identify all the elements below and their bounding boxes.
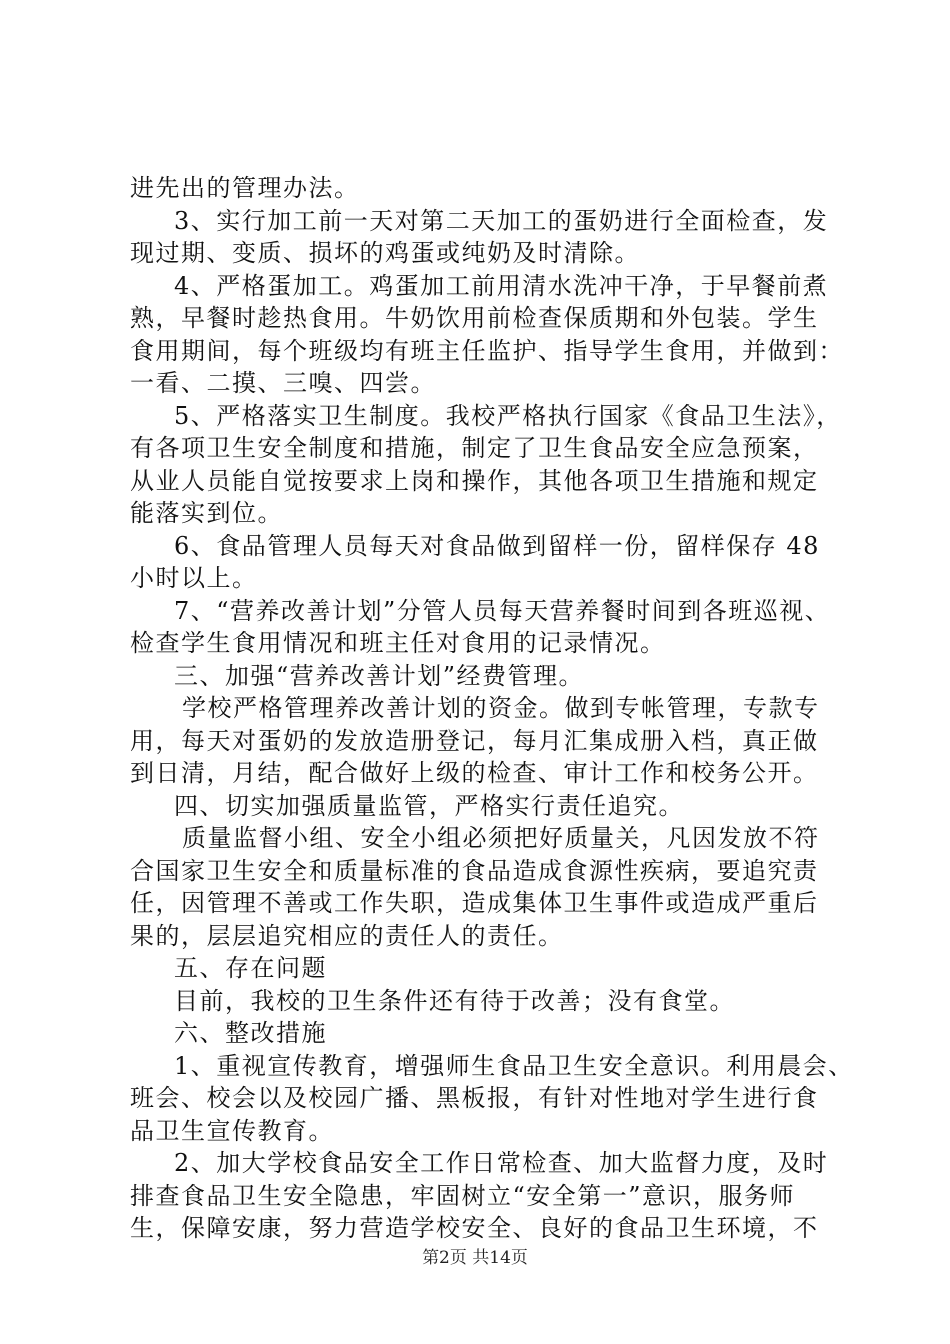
text-line: 三、加强“营养改善计划”经费管理。 bbox=[174, 661, 585, 690]
text-line: 合国家卫生安全和质量标准的食品造成食源性疾病，要追究责 bbox=[130, 856, 819, 885]
text-line: 目前，我校的卫生条件还有待于改善；没有食堂。 bbox=[174, 986, 735, 1015]
text-line: 熟，早餐时趁热食用。牛奶饮用前检查保质期和外包装。学生 bbox=[130, 304, 819, 332]
text-line: 用，每天对蛋奶的发放造册登记，每月汇集成册入档，真正做 bbox=[130, 726, 819, 755]
text-line: 4、严格蛋加工。鸡蛋加工前用清水洗冲干净，于早餐前煮 bbox=[174, 271, 829, 300]
text-line: 进先出的管理办法。 bbox=[130, 174, 360, 202]
text-line: 质量监督小组、安全小组必须把好质量关，凡因发放不符 bbox=[182, 824, 820, 852]
text-line: 五、存在问题 bbox=[174, 954, 327, 982]
text-line: 排查食品卫生安全隐患，牢固树立“安全第一”意识，服务师 bbox=[130, 1181, 796, 1210]
text-line: 3、实行加工前一天对第二天加工的蛋奶进行全面检查，发 bbox=[174, 206, 829, 235]
text-line: 7、“营养改善计划”分管人员每天营养餐时间到各班巡视、 bbox=[174, 596, 831, 625]
text-line: 1、重视宣传教育，增强师生食品卫生安全意识。利用晨会、 bbox=[174, 1051, 854, 1080]
text-line: 一看、二摸、三嗅、四尝。 bbox=[130, 369, 436, 397]
text-line: 检查学生食用情况和班主任对食用的记录情况。 bbox=[130, 629, 666, 657]
text-line: 到日清，月结，配合做好上级的检查、审计工作和校务公开。 bbox=[130, 759, 819, 787]
text-line: 学校严格管理养改善计划的资金。做到专帐管理，专款专 bbox=[182, 694, 820, 722]
text-line: 生，保障安康，努力营造学校安全、良好的食品卫生环境，不 bbox=[130, 1214, 819, 1242]
text-line: 班会、校会以及校园广播、黑板报，有针对性地对学生进行食 bbox=[130, 1084, 819, 1112]
text-line: 任，因管理不善或工作失职，造成集体卫生事件或造成严重后 bbox=[130, 889, 819, 917]
text-line: 从业人员能自觉按要求上岗和操作，其他各项卫生措施和规定 bbox=[130, 466, 819, 495]
text-line: 食用期间，每个班级均有班主任监护、指导学生食用，并做到： bbox=[130, 336, 844, 365]
text-line: 有各项卫生安全制度和措施，制定了卫生食品安全应急预案， bbox=[130, 434, 819, 462]
text-line: 6、食品管理人员每天对食品做到留样一份，留样保存 48 bbox=[174, 531, 820, 560]
text-line: 四、切实加强质量监管，严格实行责任追究。 bbox=[174, 791, 684, 820]
text-line: 品卫生宣传教育。 bbox=[130, 1116, 334, 1145]
text-line: 果的，层层追究相应的责任人的责任。 bbox=[130, 921, 564, 950]
text-line: 5、严格落实卫生制度。我校严格执行国家《食品卫生法》， bbox=[174, 401, 842, 430]
text-line: 六、整改措施 bbox=[174, 1019, 327, 1047]
text-line: 能落实到位。 bbox=[130, 499, 283, 527]
page-footer: 第2页 共14页 bbox=[422, 1248, 528, 1268]
text-line: 现过期、变质、损坏的鸡蛋或纯奶及时清除。 bbox=[130, 239, 640, 267]
document-body bbox=[130, 172, 854, 1245]
text-line: 小时以上。 bbox=[130, 564, 258, 592]
text-line: 2、加大学校食品安全工作日常检查、加大监督力度，及时 bbox=[174, 1149, 829, 1177]
